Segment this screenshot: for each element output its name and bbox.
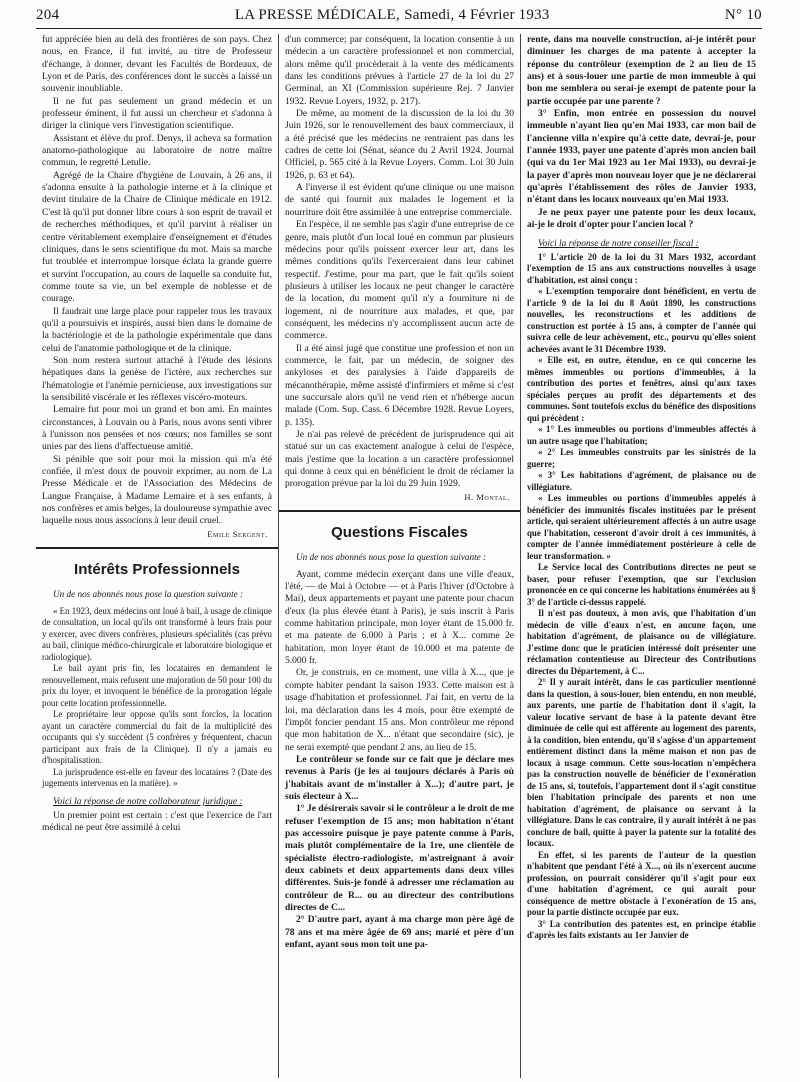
answer-paragraph: Le Service local des Contributions directes ne peut se baser, pour refuser l'exemption, que sur l'exclusion prononcée en ce qui concerne les habitations énumérées au § 3° de l'article ci-dessus rappelé. [526, 562, 756, 607]
answer-paragraph: 3° La contribution des patentes est, en principe établie d'après les faits existants au 1er Janvier de [526, 918, 756, 941]
answer-kicker: Voici la réponse de notre conseiller fiscal : [537, 238, 699, 249]
answer-paragraph: En l'espèce, il ne semble pas s'agir d'une entreprise de ce genre, mais plutôt d'un local loué en commun par plusieurs médecins pour qu'ils puissent exercer leur art, dans les mêmes conditions qu'ils l'exerceraient dans leur cabinet respectif. J'estime, pour ma part, que le fait qu'ils soient plusieurs à utiliser les locaux ne peut changer le caractère de la location, du moment qu'il n'y a fourniture ni de logement, ni de nourriture aux malades, et que, par conséquent, les médecins n'y accomplissent aucun acte de commerce. [284, 219, 514, 342]
header-rule [36, 28, 762, 29]
answer-kicker: Voici la réponse de notre collaborateur juridique : [53, 796, 243, 807]
section-title: Questions Fiscales [331, 523, 468, 541]
answer-paragraph: 2° Il y aurait intérêt, dans le cas particulier mentionné dans la question, à sous-louer, bien entendu, en non meublé, aux parents, une partie de l'habitation dont il s'agit, la valeur locative servant de base à la patente devant être diminuée de celle qui est afférente au logement des parents, à la condition, bien entendu, qu'il s'agisse d'un appartement entièrement distinct dans la même maison et non pas de locaux à usage commun. Cette sous-location n'empêchera pas la construction nouvelle de bénéficier de l'exonération de 15 ans, si, toutefois, l'appartement dont il s'agit constitue bien l'habitation principale des parents et non une habitation d'agrément, de plaisance ou servant à la villégiature. Dans le cas contraire, il y aurait intérêt à ne pas conclure de bail, quitte à payer la patente sur la totalité des locaux. [526, 677, 756, 849]
answer-paragraph: Je n'ai pas relevé de précédent de jurisprudence qui ait statué sur un cas exactement analogue à celui de l'espèce, mais j'estime que la location a un caractère professionnel qui donne à ceux qui en bénéficient le droit de réclamer la prorogation prévue par la loi du 29 Juin 1929. [284, 429, 514, 490]
question-paragraph: La jurisprudence est-elle en faveur des locataires ? (Date des jugements intervenus en la matière). » [42, 766, 272, 789]
answer-paragraph: « Elle est, en outre, étendue, en ce qui concerne les mêmes immeubles ou portions d'immeubles, à la contribution des portes et fenêtres, ainsi qu'aux taxes spéciales perçues au profit des départements et des communes. Sont toutefois exclus du bénéfice des dispositions qui précèdent : [526, 355, 756, 423]
question-paragraph: Or, je construis, en ce moment, une villa à X..., que je compte habiter pendant la saison 1933. Cette maison est à usage d'habitation et professionnel. J'ai fait, en vertu de la loi, ma déclaration dans les 4 mois, pour être exempté de l'impôt foncier pendant 15 ans. Mon contrôleur me répond que mon habitation de X... n'étant que secondaire (sic), je ne serai exempté que pendant 2 ans, au lieu de 15. [284, 667, 514, 753]
question-paragraph: « En 1923, deux médecins ont loué à bail, à usage de clinique de consultation, un local qu'ils ont transformé à leurs frais pour y exercer, avec divers confrères, plusieurs spécialités (cas prévu au bail, clinique médico-chirurgicale et laboratoire biologique et radiologique). [42, 605, 272, 662]
obituary-paragraph: Agrégé de la Chaire d'hygiène de Louvain, à 26 ans, il s'adonna ensuite à la pathologie interne et à la clinique et devint titulaire de la Chaire de Clinique médicale en 1912. C'est là qu'il put donner libre cours à son esprit de travail et de recherches méthodiques, et qu'il parvint à réaliser un centre véritablement exemplaire d'enseignement et d'études cliniques, dans le sens scientifique du mot. Mais sa marche fut troublée et interrompue lorsque éclata la grande guerre et survint l'occupation, au cours de laquelle sa conduite fut, comme toute sa vie, un bel exemple de noblesse et de courage. [42, 169, 272, 305]
question-paragraph: Le contrôleur se fonde sur ce fait que je déclare mes revenus à Paris (je les ai toujours déclarés à Paris où j'habitais avant de m'installer à X...); d'autre part, je suis électeur à X... [284, 753, 514, 802]
obituary-paragraph: Il faudrait une large place pour rappeler tous les travaux qu'il a poursuivis et inspirés, aussi bien dans le domaine de la bactériologie et de la pathologie expérimentale que dans celui de l'anatomie pathologique et de la clinique. [42, 305, 272, 354]
column-2 [278, 34, 520, 1078]
question-paragraph: Ayant, comme médecin exerçant dans une ville d'eaux, l'été, — de Mai à Octobre — et à Paris l'hiver (d'Octobre à Mai), deux appartements et payant une patente pour chacun d'eux (la plus élevée étant à Paris), je suis inscrit à Paris comme habitation principale, mon loyer étant de 15.000 fr. et ma patente de 6.000 à Paris ; et à X... comme 2e habitation, mon loyer étant de 10.000 et ma patente de 5.000 fr. [284, 568, 514, 667]
answer-paragraph: 1° L'article 20 de la loi du 31 Mars 1932, accordant l'exemption de 15 ans aux constructions nouvelles à usage d'habitation, est ainsi conçu : [526, 251, 756, 285]
issue-number: N° 10 [724, 7, 762, 23]
page-number: 204 [36, 7, 60, 23]
question-paragraph: 1° Je désirerais savoir si le contrôleur a le droit de me refuser l'exemption de 15 ans; mon habitation n'étant pas accessoire puisque je paye patente comme à Paris, mais plutôt complémentaire de la 1re, une clientèle de spécialiste électro-radiologiste, m'astreignant à avoir deux cabinets et deux appartements dans deux villes différentes. Suis-je fondé à adresser une réclamation au contrôleur de R... ou au directeur des contributions directes de C... [284, 803, 514, 913]
question-paragraph: Le propriétaire leur oppose qu'ils sont forclos, la location ayant un caractère commercial du fait de la multiplicité des occupants qui s'y succèdent (5 confrères y fréquentent, chacun participant aux frais de la Clinique). Il n'y a jamais eu d'hospitalisation. [42, 709, 272, 766]
obituary-paragraph: Lemaire fut pour moi un grand et bon ami. En maintes circonstances, à Louvain ou à Paris, nous avons senti vibrer à l'unisson nos pensées et nos cœurs; nos familles se sont unies par des liens d'affectueuse amitié. [42, 404, 272, 453]
answer-paragraph: d'un commerce; par conséquent, la location consentie à un médecin a un caractère professionnel et non commercial, alors même qu'il procèderait à la vente des médicaments dans les conditions prévues à l'article 27 de la loi du 27 Germinal, an XI (Commission supérieure Rej. 7 Janvier 1932. Revue Loyers, 1932, p. 217). [284, 34, 514, 107]
publication-title [235, 7, 550, 24]
column-3 [520, 34, 762, 1078]
answer-paragraph: « 1° Les immeubles ou portions d'immeubles affectés à un autre usage que l'habitation; [526, 424, 756, 446]
page-header [36, 2, 762, 24]
answer-paragraph: « 2° Les immeubles construits par les sinistrés de la guerre; [526, 447, 756, 469]
obituary-paragraph: Si pénible que soit pour moi la mission qui m'a été confiée, il m'est doux de pouvoir exprimer, au nom de La Presse Médicale et de l'Association des Médecins de Langue Française, à Madame Lemaire et à ses enfants, à nos confrères et amis belges, la douloureuse sympathie avec laquelle nous nous associons à leur deuil cruel. [42, 453, 272, 527]
question-paragraph: Le bail ayant pris fin, les locataires en demandent le renouvellement, mais refusent une majoration de 50 pour 100 du prix du loyer, et invoquent le bénéfice de la prorogation légale pour cette location professionnelle. [42, 663, 272, 708]
column-1 [36, 34, 278, 1078]
question-paragraph: 2° D'autre part, ayant à ma charge mon père âgé de 78 ans et ma mère âgée de 69 ans; marié et père d'un enfant, ayant sous mon toit une pa- [284, 914, 514, 951]
fiscal-answer [527, 252, 756, 942]
journal-name: LA PRESSE MÉDICALE, [234, 7, 400, 23]
section-divider [36, 547, 278, 549]
answer-paragraph: En effet, si les parents de l'auteur de la question n'habitent que pendant l'été à X..., où ils n'exercent aucune profession, on pourrait considérer qu'il s'agit pour eux d'une habitation d'agrément, ce qui aurait pour conséquence de mettre obstacle à l'exonération de 15 ans, pour la partie distincte occupée par eux. [526, 849, 756, 918]
answer-paragraph: « 3° Les habitations d'agrément, de plaisance ou de villégiature. [526, 470, 756, 492]
question-paragraph: rente, dans ma nouvelle construction, ai-je intérêt pour diminuer les charges de ma patente à accepter la réponse du contrôleur (exemption de 2 au lieu de 15 ans) et à sous-louer une partie de mon immeuble à qui bon me semblera ou serai-je exempt de patente pour la partie occupée par une parente ? [526, 34, 756, 107]
obituary-paragraph: Son nom restera surtout attaché à l'étude des lésions hépatiques dans la genèse de l'ictère, aux recherches sur l'hématologie et l'anémie pernicieuse, aux investigations sur la sensibilité viscérale et les réflexes viscéro-moteurs. [42, 354, 272, 403]
answer-paragraph: Il a été ainsi jugé que constitue une profession et non un commerce, le fait, par un médecin, de soigner des ankyloses et des paralysies à l'aide d'appareils de mécanothérapie, même assisté d'infirmiers et même si c'est une succursale alors qu'il ne vend rien et n'héberge aucun malade (Com. Sup. Cass. 6 Décembre 1928. Revue Loyers, p. 135). [284, 342, 514, 428]
answer-paragraph: « Les immeubles ou portions d'immeubles appelés à bénéficier des immunités fiscales instituées par le présent article, qui seraient ultérieurement affectés à un autre usage que l'habitation, cesseront d'avoir droit à ces immunités, à compter de l'année immédiatement postérieure à celle de leur transformation. » [526, 493, 756, 561]
answer-paragraph: A l'inverse il est évident qu'une clinique ou une maison de santé qui fournit aux malades le logement et la nourriture doit être assimilée à une entreprise commerciale. [284, 182, 514, 218]
answer-paragraph: « L'exemption temporaire dont bénéficient, en vertu de l'article 9 de la loi du 8 Août 1890, les constructions nouvelles, les reconstructions et les additions de construction est portée à 15 ans, à compter de l'année qui suivra celle de leur achèvement, etc., pourvu qu'elles soient achevées avant le 31 Décembre 1939. [526, 286, 756, 354]
reader-question [42, 606, 272, 790]
answer-paragraph: Il n'est pas douteux, à mon avis, que l'habitation d'un médecin de ville d'eaux n'est, en aucune façon, une habitation d'agrément, de plaisance ou de villégiature. J'estime donc que le praticien intéressé doit présenter une réclamation contentieuse au Directeur des Contributions directes du Département, à C... [526, 608, 756, 676]
obituary-paragraph: fut appréciée bien au delà des frontières de son pays. Chez nous, en France, il fut invité, au titre de Professeur d'échange, à donner, devant les Facultés de Bordeaux, de Lyon et de Paris, des conférences dont le succès a laissé un souvenir inoubliable. [42, 34, 272, 95]
author-signature: H. Montal. [464, 492, 510, 502]
columns [36, 34, 762, 1078]
question-paragraph: Je ne peux payer une patente pour les deux locaux, ai-je le droit d'opter pour l'ancien local ? [526, 206, 756, 231]
question-paragraph: 3° Enfin, mon entrée en possession du nouvel immeuble n'ayant lieu qu'en Mai 1933, car mon bail de l'ancienne villa n'expire qu'à cette date, devrai-je, pour l'année 1933, payer une patente d'après mon ancien bail (qui va du 1er Mai 1923 au 1er Mai 1933), ou devrai-je la payer d'après mon nouveau loyer que je ne déclarerai qu'après l'établissement des rôles de Janvier 1933, n'étant dans les locaux nouveaux qu'en Mai 1933. [526, 108, 756, 206]
obituary-paragraph: Assistant et élève du prof. Denys, il acheva sa formation anatomo-pathologique au laboratoire de notre maître commun, le regretté Letulle. [42, 132, 272, 169]
author-signature: Emile Sergent. [207, 529, 268, 539]
answer-paragraph: Un premier point est certain : c'est que l'exercice de l'art médical ne peut être assimilé à celui [42, 810, 272, 834]
answer-paragraph: De même, au moment de la discussion de la loi du 30 Juin 1926, sur le renouvellement des baux commerciaux, il a été précisé que les médecins ne rentraient pas dans les cadres de cette loi (Sénat, séance du 2 Avril 1924. Journal Officiel, p. 565 cité à la Revue Loyers. Comm. Loi 30 Juin 1926, p. 63 et 64). [284, 108, 514, 181]
obituary-paragraph: Il ne fut pas seulement un grand médecin et un professeur éminent, il fut aussi un chercheur et s'adonna à diriger la clinique vers l'investigation scientifique. [42, 95, 272, 132]
section-title: Intérêts Professionnels [74, 560, 240, 578]
section-intro: Un de nos abonnés nous pose la question suivante : [53, 588, 244, 599]
issue-date: Samedi, 4 Février 1933 [404, 7, 550, 23]
section-divider [279, 510, 520, 512]
section-intro: Un de nos abonnés nous pose la question suivante : [295, 551, 487, 562]
